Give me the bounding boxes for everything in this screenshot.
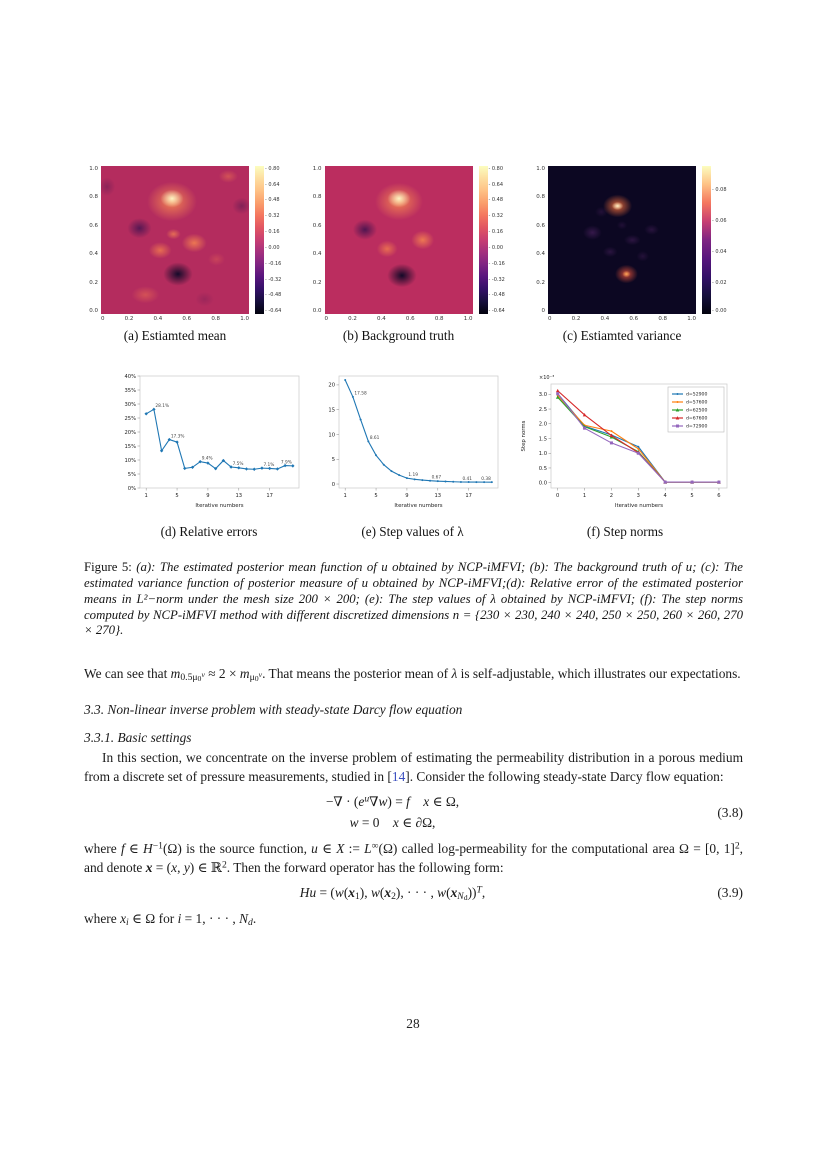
svg-text:15: 15 [327, 407, 335, 414]
relative-errors-chart [110, 368, 308, 518]
svg-text:0.5: 0.5 [538, 465, 547, 472]
equation-3-9 [84, 883, 743, 904]
svg-text:6: 6 [717, 493, 721, 499]
heatmap-y-axis: 1.0 0.8 0.6 0.4 0.2 0.0 [89, 166, 98, 314]
svg-text:7.5%: 7.5% [232, 461, 244, 467]
svg-text:4: 4 [663, 493, 667, 499]
heatmap-row [84, 166, 743, 344]
svg-text:9: 9 [404, 493, 409, 499]
estimated-variance-heatmap [548, 166, 696, 314]
svg-text:3.0: 3.0 [538, 392, 547, 399]
equation-line: Hu = (w(x1), w(x2), · · · , $w(xN_d))^T$, [299, 884, 486, 903]
svg-text:d=72900: d=72900 [686, 424, 708, 430]
svg-text:Iterative numbers: Iterative numbers [195, 503, 244, 509]
equation-line: −∇ · $(e^u\nabla w) = f$ x ∈ Ω, [325, 794, 460, 810]
heatmap-y-axis: 1.0 0.8 0.6 0.4 0.2 0 [536, 166, 545, 314]
svg-text:×10⁻³: ×10⁻³ [539, 375, 555, 381]
svg-text:d=52900: d=52900 [686, 392, 708, 398]
svg-text:5: 5 [373, 493, 378, 499]
svg-text:40%: 40% [124, 373, 136, 380]
svg-text:0: 0 [331, 481, 335, 488]
svg-text:1: 1 [582, 493, 587, 499]
svg-text:d=67600: d=67600 [686, 416, 708, 422]
subfigure-caption-a: (a) Estiamted mean [123, 328, 227, 343]
colorbar-ticks: - 0.80 - 0.64 - 0.48 - 0.32 - 0.16 - 0.00 - -0.16 - -0.32 - -0.48 - -0.64 [265, 166, 290, 314]
svg-text:10: 10 [327, 432, 335, 439]
subfigure-caption-e: (e) Step values of λ [361, 524, 464, 539]
svg-text:0.67: 0.67 [431, 475, 441, 481]
page-number: 28 [406, 1016, 420, 1031]
equation-tag: (3.9) [717, 885, 743, 901]
svg-text:8.61: 8.61 [369, 436, 379, 442]
body-text [84, 665, 743, 928]
subfigure-caption-f: (f) Step norms [586, 524, 664, 539]
svg-text:35%: 35% [124, 387, 136, 394]
equation-3-8 [84, 792, 743, 834]
chart-row [84, 368, 743, 540]
heatmap-x-axis: 0 0.2 0.4 0.6 0.8 1.0 [324, 316, 473, 322]
svg-text:17: 17 [464, 493, 472, 499]
estimated-mean-heatmap [101, 166, 249, 314]
svg-text:15%: 15% [124, 443, 136, 450]
subfigure-caption-c: (c) Estiamted variance [562, 328, 682, 343]
svg-text:d=57600: d=57600 [686, 400, 708, 406]
equation-tag: (3.8) [717, 804, 743, 820]
colorbar [702, 166, 711, 314]
svg-text:17: 17 [266, 493, 273, 499]
svg-text:1.0: 1.0 [538, 451, 547, 458]
paragraph-where-xi: where xi ∈ Ω for i = 1, · · · , Nd. [84, 910, 257, 929]
svg-text:20: 20 [327, 382, 335, 389]
svg-text:10%: 10% [124, 457, 136, 464]
svg-text:0.0: 0.0 [538, 480, 547, 487]
svg-text:17.58: 17.58 [353, 391, 367, 397]
chart-panel-step-norms [517, 368, 733, 540]
paragraph-forward-operator: where f ∈ $H^{-1}(\Omega)$ is the source function, u ∈ X := L∞(Ω) called log-permeability for the computational area Ω = [0, 1]$^2$, and denote x = (x, y) ∈ ℝ$^2$. Then the forward operator has the following form: [84, 840, 744, 875]
figure-caption [84, 560, 743, 639]
svg-text:25%: 25% [124, 415, 136, 422]
colorbar [255, 166, 264, 314]
svg-text:20%: 20% [124, 429, 136, 436]
svg-text:9: 9 [206, 493, 210, 499]
page-content [84, 166, 743, 929]
svg-text:7.9%: 7.9% [280, 460, 292, 466]
paragraph-posterior-mean: We can see that $m0.5\mu_0v \approx 2 \times m\mu_0v$. That means the posterior mean of λ is self-adjustable, which illustrates our expectations. [84, 666, 741, 684]
heatmap-y-axis: 1.0 0.8 0.6 0.4 0.2 0.0 [312, 166, 322, 314]
heatmap-panel-background-truth [310, 166, 514, 344]
step-norms-chart [517, 368, 733, 518]
svg-text:Step norms: Step norms [521, 420, 527, 452]
svg-text:5: 5 [690, 493, 694, 499]
svg-text:0.41: 0.41 [461, 476, 472, 482]
section-heading-3-3: 3.3. Non-linear inverse problem with steady-state Darcy flow equation [84, 701, 463, 717]
svg-text:5: 5 [331, 457, 335, 464]
svg-text:3: 3 [636, 493, 640, 499]
equation-line: w = 0 x ∈ ∂Ω, [349, 815, 436, 831]
equation-body [84, 792, 701, 834]
figure-caption-text: (a): The estimated posterior mean function of u obtained by NCP-iMFVI; (b): The background truth of u; (c): The estimated variance function of posterior measure of u obtained by NCP-iMFVI;(d): Relative error of the estimated posterior means in L²−norm under the mesh size 200 × 200; (e): The step values of λ obtained by NCP-iMFVI; (f): The step norms computed by NCP-iMFVI method with different discretized dimensions n = {230 × 230, 240 × 240, 250 × 250, 260 × 260, 270 × 270}. [84, 560, 743, 638]
svg-text:0: 0 [556, 493, 560, 499]
colorbar-ticks: - 0.08 - 0.06 - 0.04 - 0.02 - 0.00 [712, 166, 737, 314]
paragraph-darcy-intro: In this section, we concentrate on the inverse problem of estimating the permeability distribution in a porous medium from a discrete set of pressure measurements, studied in [14]. Consider the following steady-state Darcy flow equation: [84, 750, 743, 784]
svg-text:9.4%: 9.4% [201, 456, 213, 462]
citation-link[interactable]: 14 [391, 768, 406, 784]
svg-text:7.1%: 7.1% [263, 462, 275, 468]
svg-text:0%: 0% [127, 485, 136, 492]
subfigure-caption-b: (b) Background truth [342, 328, 455, 343]
heatmap-x-axis: 0 0.2 0.4 0.6 0.8 1.0 [101, 316, 249, 322]
svg-text:2: 2 [609, 493, 614, 499]
background-truth-heatmap [325, 166, 473, 314]
step-values-chart [319, 368, 507, 518]
svg-text:1.5: 1.5 [538, 436, 547, 443]
equation-body [84, 883, 701, 904]
chart-panel-relative-errors [110, 368, 308, 540]
svg-text:1.19: 1.19 [407, 472, 418, 478]
subsection-heading-3-3-1: 3.3.1. Basic settings [84, 729, 192, 745]
svg-text:13: 13 [235, 493, 243, 499]
svg-text:2.0: 2.0 [538, 421, 547, 428]
svg-text:0.38: 0.38 [480, 476, 491, 482]
svg-text:30%: 30% [124, 401, 136, 408]
heatmap-panel-estimated-variance [533, 166, 737, 344]
svg-text:28.1%: 28.1% [155, 404, 170, 410]
colorbar-ticks: - 0.80 - 0.64 - 0.48 - 0.32 - 0.16 - 0.00 - -0.16 - -0.32 - -0.48 - -0.64 [489, 166, 514, 314]
svg-text:1: 1 [144, 493, 148, 499]
figure-5-block [84, 166, 743, 639]
svg-text:13: 13 [433, 493, 441, 499]
chart-panel-step-values [319, 368, 507, 540]
svg-text:Iterative numbers: Iterative numbers [393, 503, 443, 509]
svg-text:2.5: 2.5 [538, 406, 547, 413]
heatmap-panel-estimated-mean [86, 166, 290, 344]
colorbar [479, 166, 488, 314]
svg-text:5%: 5% [127, 471, 136, 478]
svg-text:1: 1 [343, 493, 347, 499]
svg-text:Iterative numbers: Iterative numbers [614, 503, 664, 509]
svg-text:17.3%: 17.3% [170, 434, 185, 440]
svg-text:d=62500: d=62500 [686, 408, 708, 414]
figure-label: Figure 5: [84, 560, 132, 574]
subfigure-caption-d: (d) Relative errors [160, 524, 258, 539]
heatmap-x-axis: 0 0.2 0.4 0.6 0.8 1.0 [548, 316, 696, 322]
svg-text:5: 5 [175, 493, 179, 499]
